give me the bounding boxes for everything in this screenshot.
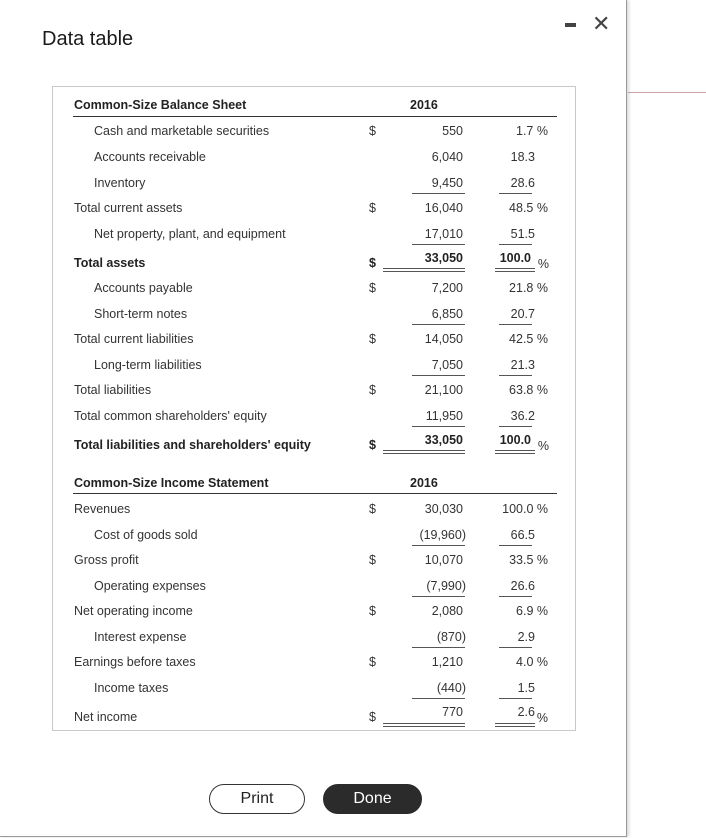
row-label: Total common shareholders' equity bbox=[74, 409, 267, 423]
underline bbox=[499, 324, 532, 325]
double-underline bbox=[383, 726, 465, 727]
row-pct bbox=[509, 281, 548, 295]
underline bbox=[499, 375, 532, 376]
row-pct: 20.7 bbox=[510, 307, 535, 321]
underline bbox=[412, 324, 465, 325]
row-label: Income taxes bbox=[94, 681, 169, 695]
close-icon[interactable]: ✕ bbox=[592, 11, 611, 36]
row-label: Net property, plant, and equipment bbox=[94, 227, 286, 241]
underline bbox=[412, 698, 465, 699]
underline bbox=[412, 596, 465, 597]
row-pct: 21.3 bbox=[510, 358, 535, 372]
row-pct: 1.5 bbox=[517, 681, 535, 695]
underline bbox=[412, 647, 465, 648]
row-pct: 36.2 bbox=[510, 409, 535, 423]
row-label: Total current liabilities bbox=[74, 332, 194, 346]
pct-value: 48.5 bbox=[509, 201, 534, 215]
double-underline bbox=[495, 453, 535, 454]
double-underline bbox=[383, 271, 465, 272]
row-pct bbox=[509, 383, 548, 397]
underline bbox=[499, 193, 532, 194]
print-button[interactable]: Print bbox=[209, 784, 305, 814]
pct-sign: % bbox=[537, 257, 549, 271]
pct-sign: % bbox=[537, 439, 549, 453]
row-label: Total current assets bbox=[74, 201, 183, 215]
data-table bbox=[52, 86, 576, 731]
income-year-header: 2016 bbox=[410, 476, 438, 490]
underline bbox=[412, 193, 465, 194]
double-underline bbox=[495, 268, 535, 269]
minimize-icon[interactable] bbox=[565, 23, 576, 27]
row-label: Total assets bbox=[74, 256, 146, 270]
dollar-sign: $ bbox=[369, 332, 376, 346]
row-label: Revenues bbox=[74, 502, 131, 516]
row-pct: 26.6 bbox=[510, 579, 535, 593]
pct-value: 42.5 bbox=[509, 332, 534, 346]
row-label: Gross profit bbox=[74, 553, 139, 567]
done-button[interactable]: Done bbox=[323, 784, 422, 814]
dollar-sign: $ bbox=[369, 256, 376, 270]
double-underline bbox=[383, 268, 465, 269]
row-label: Accounts payable bbox=[94, 281, 193, 295]
dollar-sign: $ bbox=[369, 710, 376, 724]
row-pct: 66.5 bbox=[510, 528, 535, 542]
row-value: 33,050 bbox=[424, 251, 463, 265]
row-pct: 18.3 bbox=[510, 150, 535, 164]
row-label: Net operating income bbox=[74, 604, 193, 618]
row-value: 7,050 bbox=[431, 358, 463, 372]
row-label: Operating expenses bbox=[94, 579, 206, 593]
row-label: Total liabilities and shareholders' equity bbox=[74, 438, 311, 452]
balance-sheet-header: Common-Size Balance Sheet bbox=[74, 98, 247, 112]
row-label: Net income bbox=[74, 710, 138, 724]
underline bbox=[499, 426, 532, 427]
dollar-sign: $ bbox=[369, 502, 376, 516]
dollar-sign: $ bbox=[369, 124, 376, 138]
underline bbox=[499, 647, 532, 648]
row-label: Cost of goods sold bbox=[94, 528, 198, 542]
underline bbox=[412, 545, 465, 546]
pct-sign: % bbox=[536, 124, 548, 138]
row-pct: 33.5 % bbox=[509, 553, 548, 567]
dollar-sign: $ bbox=[369, 281, 376, 295]
row-pct bbox=[516, 124, 548, 138]
pct-sign: % bbox=[536, 332, 548, 346]
double-underline bbox=[383, 453, 465, 454]
row-pct: 4.0 % bbox=[516, 655, 548, 669]
dialog-title: Data table bbox=[42, 28, 134, 50]
row-pct: 28.6 bbox=[510, 176, 535, 190]
underline bbox=[412, 426, 465, 427]
double-underline bbox=[383, 450, 465, 451]
row-pct: 100.0 bbox=[499, 251, 531, 265]
double-underline bbox=[495, 271, 535, 272]
dollar-sign: $ bbox=[369, 201, 376, 215]
double-underline bbox=[495, 450, 535, 451]
row-value: 21,100 bbox=[424, 383, 463, 397]
income-statement-header: Common-Size Income Statement bbox=[74, 476, 269, 490]
pct-value: 63.8 bbox=[509, 383, 534, 397]
row-value: 17,010 bbox=[424, 227, 463, 241]
row-pct: 6.9 % bbox=[516, 604, 548, 618]
pct-sign: % bbox=[536, 281, 548, 295]
dollar-sign: $ bbox=[369, 655, 376, 669]
header-rule bbox=[73, 116, 557, 117]
pct-sign: % bbox=[536, 201, 548, 215]
row-value: 6,850 bbox=[431, 307, 463, 321]
row-pct: 100.0 bbox=[499, 433, 531, 447]
pct-sign: % bbox=[536, 383, 548, 397]
underline bbox=[499, 596, 532, 597]
row-value: 550 bbox=[442, 124, 463, 138]
row-label: Inventory bbox=[94, 176, 146, 190]
row-pct bbox=[509, 332, 548, 346]
row-label: Earnings before taxes bbox=[74, 655, 196, 669]
row-value: 6,040 bbox=[431, 150, 463, 164]
row-value: 16,040 bbox=[424, 201, 463, 215]
row-value: 30,030 bbox=[424, 502, 463, 516]
dollar-sign: $ bbox=[369, 553, 376, 567]
dollar-sign: $ bbox=[369, 383, 376, 397]
row-value: 7,200 bbox=[431, 281, 463, 295]
row-value: 11,950 bbox=[425, 409, 463, 423]
row-value: 9,450 bbox=[431, 176, 463, 190]
double-underline bbox=[383, 723, 465, 724]
pct-value: 21.8 bbox=[509, 281, 534, 295]
row-pct: 51.5 bbox=[510, 227, 535, 241]
row-value: 14,050 bbox=[424, 332, 463, 346]
row-pct: 2.6 bbox=[517, 705, 535, 719]
row-pct: 2.9 bbox=[517, 630, 535, 644]
pct-sign: % bbox=[536, 711, 548, 725]
underline bbox=[499, 545, 532, 546]
row-value: (19,960) bbox=[419, 528, 466, 542]
dollar-sign: $ bbox=[369, 604, 376, 618]
underline bbox=[412, 244, 465, 245]
row-label: Total liabilities bbox=[74, 383, 152, 397]
header-rule bbox=[73, 493, 557, 494]
row-value: (870) bbox=[436, 630, 466, 644]
pct-value: 1.7 bbox=[516, 124, 534, 138]
row-label: Interest expense bbox=[94, 630, 187, 644]
row-pct bbox=[509, 201, 548, 215]
double-underline bbox=[495, 726, 535, 727]
row-value: 1,210 bbox=[431, 655, 463, 669]
row-label: Short-term notes bbox=[94, 307, 188, 321]
row-label: Long-term liabilities bbox=[94, 358, 202, 372]
row-pct: 100.0 % bbox=[502, 502, 548, 516]
background-divider bbox=[628, 92, 706, 93]
row-label: Accounts receivable bbox=[94, 150, 206, 164]
row-value: (7,990) bbox=[426, 579, 466, 593]
underline bbox=[499, 244, 532, 245]
row-label: Cash and marketable securities bbox=[94, 124, 270, 138]
row-value: 770 bbox=[442, 705, 463, 719]
balance-year-header: 2016 bbox=[410, 98, 438, 112]
row-value: 33,050 bbox=[424, 433, 463, 447]
dollar-sign: $ bbox=[369, 438, 376, 452]
underline bbox=[412, 375, 465, 376]
double-underline bbox=[495, 723, 535, 724]
underline bbox=[499, 698, 532, 699]
row-value: 10,070 bbox=[424, 553, 463, 567]
row-value: (440) bbox=[436, 681, 466, 695]
row-value: 2,080 bbox=[431, 604, 463, 618]
